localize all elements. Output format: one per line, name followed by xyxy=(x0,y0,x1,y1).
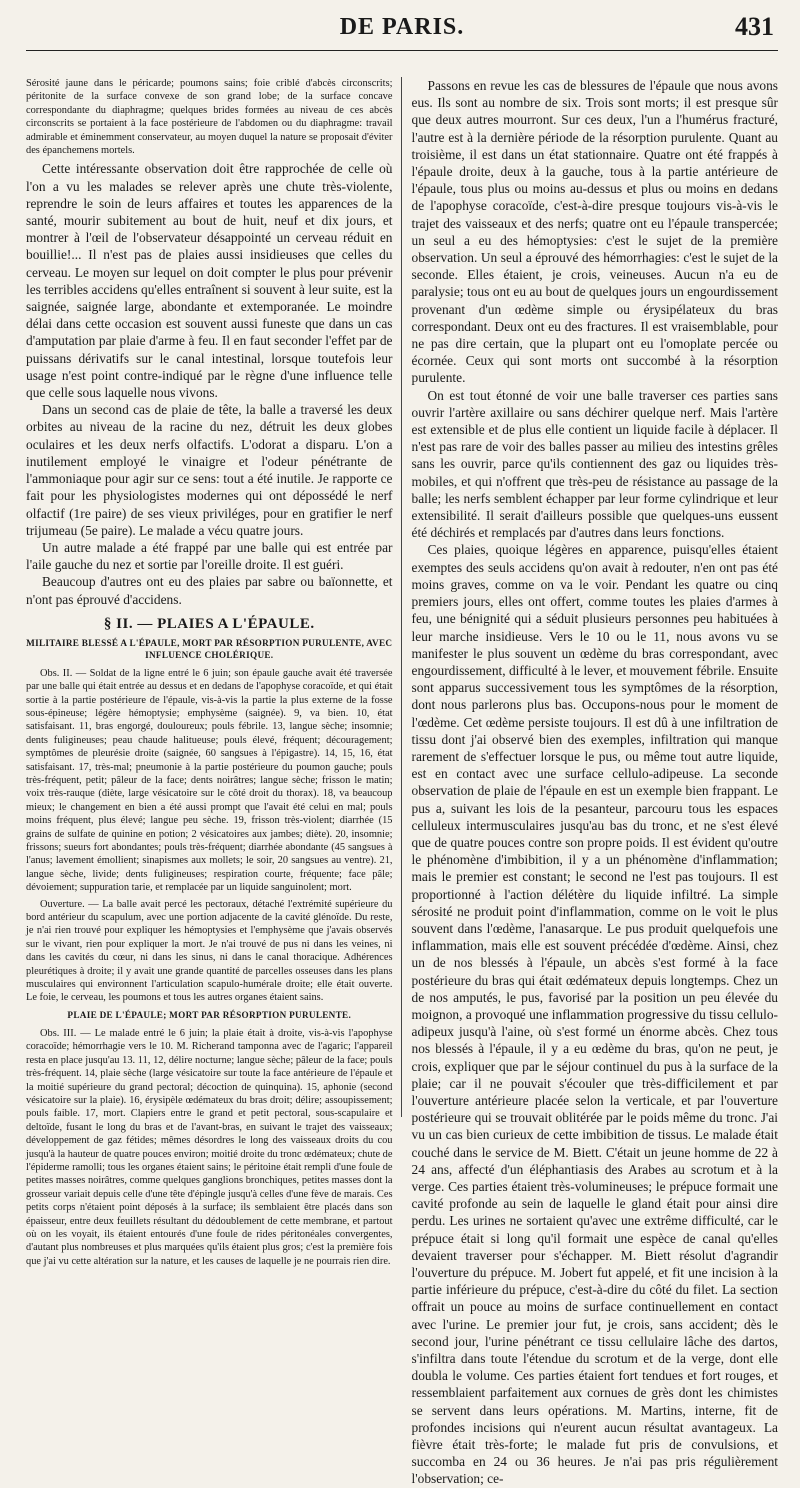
paragraph: Un autre malade a été frappé par une balle qui est entrée par l'aile gauche du nez et sortie par l'oreille droite. Il est guéri. xyxy=(26,539,393,573)
paragraph: Beaucoup d'autres ont eu des plaies par sabre ou baïonnette, et n'ont pas éprouvé d'accidens. xyxy=(26,574,393,607)
running-title: DE PARIS. xyxy=(339,14,465,40)
paragraph: Cette intéressante observation doit être rapprochée de celle où l'on a vu les malades se relever après une chute très-violente, reprendre le soin de leurs affaires et toutes les apparences de la santé, mourir subitement au bout de huit, neuf et dix jours, et montrer à l'œil de l'observateur désappointé un cerveau réduit en bouillie!... Il n'est pas de plaies aussi insidieuses que celles du cerveau. Le moyen sur lequel on doit compter le plus pour prévenir les terribles accidens qu'elles entraînent si souvent à leur suite, est la saignée, saignée large, abondante et extemporanée. Le moindre délai dans cette occasion est souvent aussi funeste que dans un cas d'amputation par plaie d'arme à feu. Il en faut seconder l'effet par de puissans dérivatifs sur le canal intestinal, lorsque toutefois leur usage n'est point contre-indiqué par le règne d'une influence telle que celle sous laquelle nous vivons. xyxy=(26,161,393,401)
case-heading: MILITAIRE BLESSÉ A L'ÉPAULE, MORT PAR RÉSORPTION PURULENTE, AVEC INFLUENCE CHOLÉRIQUE. xyxy=(26,637,393,660)
observation-text: Obs. II. — Soldat de la ligne entré le 6 juin; son épaule gauche avait été traversée par une balle qui était entrée au dessus et en dedans de l'apophyse coracoïde, et qui était sortie à la partie postérieure de l'épaule, vis-à-vis la partie la plus externe de la fosse sous-épineuse; légère hémoptysie; emphysème (saignée). 9, va bien. 10, état satisfaisant. 11, bras engorgé, douloureux; pouls fébrile. 13, langue sèche; insomnie; dents fuligineuses; peau chaude halitueuse; pouls élevé, fréquent; découragement; symptômes de pleurésie droite (saignée, 60 sangsues à l'épigastre). 14, 15, 16, état satisfaisant. 17, très-mal; pneumonie à la partie postérieure du poumon gauche; pouls très-fréquent, petit; pâleur de la face; dents noirâtres; langue sèche; frisson le matin; voix très-rauque (diète, large vésicatoire sur le côté droit du thorax). 18, va beaucoup mieux; le changement en bien a été aussi prompt que l'avait été celui en mal; pouls moins fréquent, plus élevé; langue peu sèche. 19, frisson très-violent; diarrhée (15 grains de sulfate de quinine en potion; 2 vésicatoires aux jambes; diète). 20, insomnie; frissons; sueurs fort abondantes; pouls très-fréquent; diarrhée abondante (45 sangsues à l'anus; lavement émollient; sinapismes aux mollets; le soir, 20 sangsues au ventre). 21, langue sèche, livide; dents fuligineuses; respiration courte, fréquente; face pâle; dévoiement; suppuration tarie, et remplacée par un liquide sanguinolent; mort. xyxy=(26,667,393,894)
paragraph: Dans un second cas de plaie de tête, la balle a traversé les deux orbites au niveau de la racine du nez, détruit les deux globes oculaires et les deux nerfs olfactifs. L'odorat a disparu. L'on a inutilement employé le vinaigre et l'odeur pénétrante de l'ammoniaque pour agir sur ce sens: tout a été inutile. Je rapporte ce fait pour les physiologistes modernes qui ont dépossédé le nerf olfactif (1re paire) de ses vieux priviléges, pour en gratifier le nerf trijumeau (5e paire). Le malade a vécu quatre jours. xyxy=(26,402,393,538)
paragraph: Passons en revue les cas de blessures de l'épaule que nous avons eus. Ils sont au nombre de six. Trois sont morts; il est presque sûr que deux autres mourront. Sur ces deux, l'un a l'humérus fracturé, l'autre est à la dernière période de la résorption purulente. Quant au troisième, il est dans un état stationnaire. Quatre ont été frappés à l'épaule droite, deux à la gauche, tous à la partie antérieure de l'épaule, tous plus ou moins au-dessus et plus ou moins en dedans de l'apophyse coracoïde, c'est-à-dire presque toujours vis-à-vis le trajet des vaisseaux et des nerfs; quatre ont eu l'épaule transpercée; un seul a eu des hémoptysies: c'est le sujet de la première observation. Un seul a éprouvé des hémorrhagies: c'est le sujet de la seconde. Elles étaient, je crois, veineuses. Aucun n'a eu de paralysie; tous ont eu au bout de quelques jours un engourdissement provenant d'un œdème simple ou érysipélateux du bras correspondant. Deux ont eu des fractures. Il est vraisemblable, pour ne pas dire certain, que la plupart ont eu l'omoplate percée ou écornée. Ceux qui sont morts ont succombé à la résorption purulente. xyxy=(411,78,778,386)
observation-text: Obs. III. — Le malade entré le 6 juin; la plaie était à droite, vis-à-vis l'apophyse coracoïde; hémorrhagie vers le 10. M. Richerand tamponna avec de l'agaric; l'appareil resta en place jusqu'au 13. 11, 12, délire nocturne; langue sèche; pâleur de la face; pouls très-fréquent. 14, plaie sèche (large vésicatoire sur toute la face antérieure de l'épaule et la moitié supérieure du grand pectoral; décoction de quinquina). 15, aphonie (second vésicatoire sur la plaie). 16, érysipèle œdémateux du bras droit; délire; assoupissement; pouls faible. 17, mort. Clapiers entre le grand et petit pectoral, sous-scapulaire et deltoïde, fusant le long du bras et de l'avant-bras, en suivant le trajet des vaisseaux; développement de gaz fétides; mêmes désordres le long des vaisseaux droits du cou jusqu'à la hauteur de quatre pouces environ; moitié droite du tronc œdémateux; chute de l'épiderme ramolli; tous les organes étaient sains; le péritoine était rempli d'une foule de petites masses noirâtres, comme quelques ganglions bronchiques, petites masses dont la grosseur variait depuis celle d'une tête d'épingle jusqu'à celles d'une fève de marais. Ces petits corps n'étaient point déposés à la surface; ils semblaient être placés dans son épaisseur, entre deux feuillets résultant du dédoublement de cette membrane, et partout où on les voyait, ils étaient entourés d'une foule de rides péritonéales convergentes, d'autant plus nombreuses et plus marquées qu'ils étaient plus gros; c'est la première fois que j'ai vu cette altération sur la nature, et les causes de laquelle je ne pourrais rien dire. xyxy=(26,1027,393,1267)
autopsy-text: Ouverture. — La balle avait percé les pectoraux, détaché l'extrémité supérieure du bord antérieur du scapulum, avec une portion adjacente de la cavité glénoïde. Du reste, je n'ai rien trouvé pour expliquer les hémoptysies et l'emphysème que j'avais observés sur le vivant, rien pour expliquer la mort. Je n'ai trouvé de pus ni dans les veines, ni dans les cavités du cœur, ni dans les sinus, ni dans le canal thoracique. Adhérences pleurétiques à droite; il y avait une grande quantité de parcelles osseuses dans les plans musculaires qui environnent l'articulation scapulo-humérale droite; elle était ouverte. Le foie, le cerveau, les poumons et tous les autres organes étaient sains. xyxy=(26,898,393,1004)
two-column-body xyxy=(26,77,778,1487)
page-number: 431 xyxy=(735,12,774,41)
autopsy-continuation: Sérosité jaune dans le péricarde; poumons sains; foie criblé d'abcès circonscrits; péritonite de la surface convexe de son grand lobe; de la surface concave correspondante du diaphragme; quelques brides formées au niveau de ces abcès circonscrits se portaient à la face postérieure de l'abdomen ou du diaphragme: travail admirable et éminemment conservateur, au moyen duquel la nature se proposait d'éviter des épanchemens mortels. xyxy=(26,78,393,157)
section-heading: § II. — PLAIES A L'ÉPAULE. xyxy=(103,615,315,632)
paragraph: On est tout étonné de voir une balle traverser ces parties sans ouvrir l'artère axillaire ou sans déchirer quelque nerf. Mais l'artère est extensible et de plus elle contient un liquide facile à déplacer. Il n'est pas rare de voir des balles passer au milieu des intestins grêles sans les ouvrir, parce qu'ils contiennent des gaz ou liquides très-mobiles, et qui n'offrent que très-peu de résistance au passage de la balle; les nerfs semblent échapper par leur forme cylindrique et leur extensibilité. Il serait d'ailleurs possible que quelques-uns eussent été déchirés et remplacés par d'autres dans leurs fonctions. xyxy=(411,387,778,541)
left-column xyxy=(26,77,401,1267)
right-column xyxy=(401,77,779,1487)
paragraph: Ces plaies, quoique légères en apparence, puisqu'elles étaient exemptes des seuls accidens qu'on avait à redouter, n'en ont pas été moins graves, comme on va le voir. Pendant les quatre ou cinq premiers jours, elles ont offert, comme toutes les plaies d'armes à feu, une bénignité qui a séduit plusieurs personnes peu habituées à leur marche insidieuse. Vers le 10 ou le 11, nous avons vu se manifester le plus souvent un œdème du bras correspondant, avec engourdissement, difficulté à le lever, et mouvement fébrile. Ensuite sont apparus successivement tous les symptômes de la résorption, dont nous parlerons plus bas. Occupons-nous pour le moment de l'œdème. Cet œdème persiste toujours. Il est dû à une infiltration de tissu dont j'ai observé bien des exemples, infiltration qui manque rarement de s'effectuer lorsque le pus, ou même tout autre liquide, est en contact avec une surface cellulo-adipeuse. La seconde observation de plaie de l'épaule en est un exemple bien frappant. Le pus a, suivant les lois de la pesanteur, parcouru tous les espaces celluleux intermusculaires jusqu'au bas du tronc, et ne s'est élevé que de quatre pouces contre son propre poids. Il est évident qu'outre le phénomène d'imbibition, il y a un phénomène d'inflammation; mais le premier est constant; le second ne l'est pas toujours. Il est proportionné à l'action délétère du liquide infiltré. La simple sérosité ne produit point d'inflammation, comme on le voit le plus souvent dans l'œdème, l'anasarque. Le pus produit quelquefois une inflammation, mais elle est souvent précédée d'œdème. Ainsi, chez un de nos blessés à l'épaule, un abcès s'est formé à la face postérieure du bras qui était œdémateux depuis longtemps. Chez un de nos amputés, le pus, favorisé par la position un peu élevée du moignon, a provoqué une inflammation progressive du tissu cellulo-adipeux jusqu'à l'aine, où s'est formé un énorme abcès. Chez tous nos blessés à l'épaule, il y a eu œdème du bras, qu'on ne peut, je crois, expliquer que par le séjour continuel du pus à la surface de la plaie; car il ne pouvait s'écouler que très-difficilement et par l'ouverture antérieure placée selon la verticale, et par l'ouverture postérieure qui se trouvait oblitérée par le poids même du tronc. J'ai vu un cas bien curieux de cette imbibition de tissus. Le malade était couché dans le service de M. Biett. C'était un jeune homme de 22 à 24 ans, affecté d'un éléphantiasis des Arabes au scrotum et à la verge. Ces parties étaient très-volumineuses; le prépuce formait une cavité profonde au sein de laquelle le gland était pour ainsi dire perdu. Les urines ne sortaient qu'avec une extrême difficulté, car le prépuce était si long qu'il formait une espèce de canal qu'elles devaient traverser pour s'échapper. M. Biett résolut d'agrandir l'ouverture du prépuce. M. Jobert fut appelé, et fit une incision à la partie inférieure du prépuce, c'est-à-dire du côté du filet. La section offrait un pouce au moins de surface continuellement en contact avec l'urine. Le premier jour fut, je crois, sans accident; dès le second jour, l'urine pénétrant ce tissu cellulaire lâche des dartos, s'infiltra dans toute l'étendue du scrotum et de la verge, dont elle doubla le volume. Ces parties étaient fort tendues et fort rouges, et ressemblaient parfaitement aux cornues de grès dont les chimistes se servent dans leurs opérations. M. Martins, interne, fit de profondes incisions qui n'eurent aucun résultat avantageux. La fièvre était très-forte; le malade fut pris de convulsions, et succomba en 24 ou 36 heures. Je n'ai pas pris régulièrement l'observation; ce- xyxy=(411,542,778,1487)
case-heading: PLAIE DE L'ÉPAULE; MORT PAR RÉSORPTION PURULENTE. xyxy=(67,1009,352,1020)
page-header xyxy=(26,12,778,51)
